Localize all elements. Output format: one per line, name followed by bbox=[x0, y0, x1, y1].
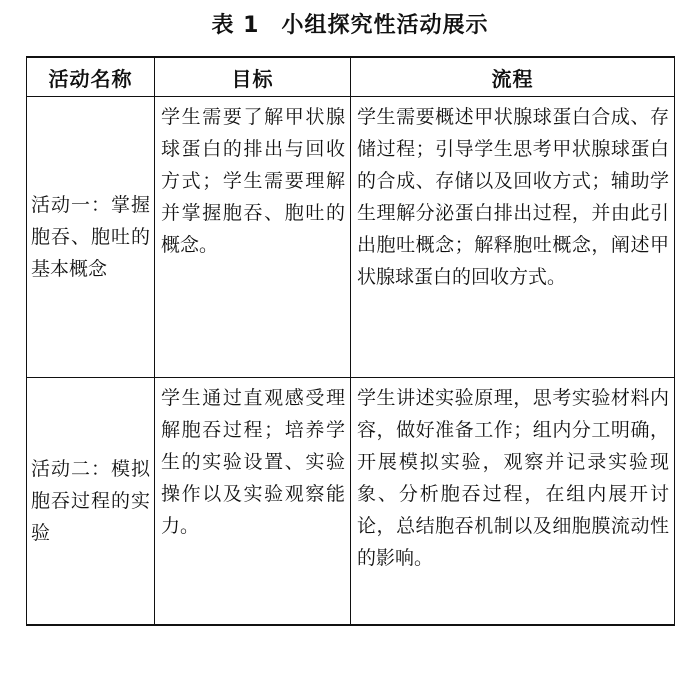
table-row bbox=[27, 97, 675, 378]
header-goal: 目标 bbox=[155, 57, 351, 97]
header-row bbox=[27, 57, 675, 97]
activity-table bbox=[26, 56, 675, 626]
activity-name-cell: 活动二：模拟胞吞过程的实验 bbox=[27, 378, 155, 626]
process-cell: 学生需要概述甲状腺球蛋白合成、存储过程；引导学生思考甲状腺球蛋白的合成、存储以及回收方式；辅助学生理解分泌蛋白排出过程，并由此引出胞吐概念；解释胞吐概念，阐述甲状腺球蛋白的回收方式。 bbox=[351, 97, 675, 378]
table-caption bbox=[0, 12, 700, 40]
activity-name-cell: 活动一：掌握胞吞、胞吐的基本概念 bbox=[27, 97, 155, 378]
process-cell: 学生讲述实验原理，思考实验材料内容，做好准备工作；组内分工明确，开展模拟实验，观察并记录实验现象、分析胞吞过程，在组内展开讨论，总结胞吞机制以及细胞膜流动性的影响。 bbox=[351, 378, 675, 626]
header-process: 流程 bbox=[351, 57, 675, 97]
table-row bbox=[27, 378, 675, 626]
table-number: 表 1 bbox=[211, 13, 260, 38]
table-title: 小组探究性活动展示 bbox=[281, 13, 489, 38]
goal-cell: 学生需要了解甲状腺球蛋白的排出与回收方式；学生需要理解并掌握胞吞、胞吐的概念。 bbox=[155, 97, 351, 378]
header-activity-name: 活动名称 bbox=[27, 57, 155, 97]
goal-cell: 学生通过直观感受理解胞吞过程；培养学生的实验设置、实验操作以及实验观察能力。 bbox=[155, 378, 351, 626]
